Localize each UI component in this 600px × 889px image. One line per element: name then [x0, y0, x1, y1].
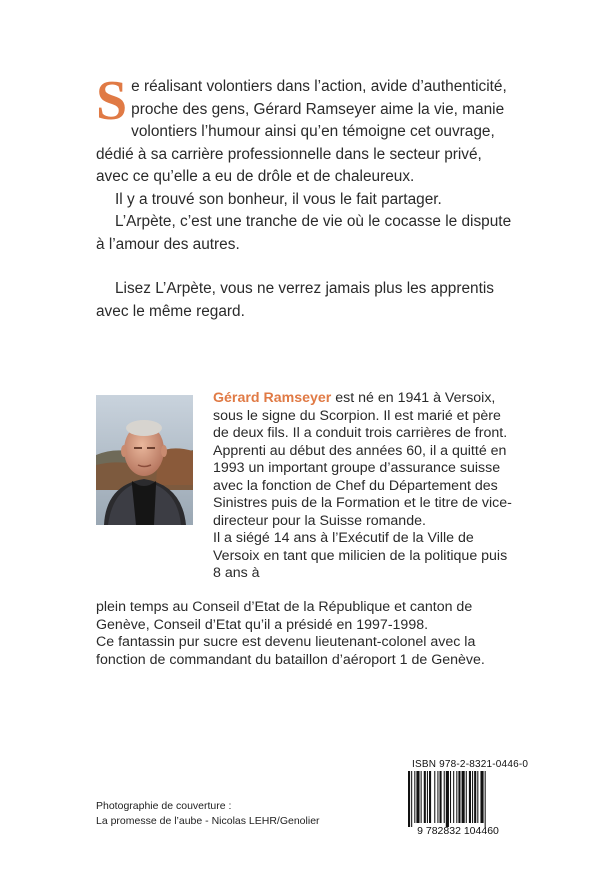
bio-paragraph-4: Ce fantassin pur sucre est devenu lieutenant-colonel avec la fonction de commandant du bataillon d’aéroport 1 de Genève. — [96, 634, 485, 668]
barcode-bar — [458, 771, 460, 823]
barcode-bar — [411, 771, 412, 827]
photo-credits — [96, 799, 320, 829]
author-name: Gérard Ramseyer — [213, 390, 332, 406]
credits-line-2: La promesse de l’aube - Nicolas LEHR/Genolier — [96, 815, 320, 827]
barcode-bar — [416, 771, 419, 823]
barcode-bar — [408, 771, 410, 827]
back-cover-blurb — [96, 70, 512, 323]
bio-paragraph-3-start: Il a siégé 14 ans à l’Exécutif de la Ville de Versoix en tant que milicien de la politique puis 8 ans à — [213, 530, 508, 581]
credits-line-1: Photographie de couverture : — [96, 800, 232, 812]
barcode-bar — [434, 771, 435, 823]
drop-cap: S — [96, 70, 128, 132]
barcode-bar — [469, 771, 471, 823]
barcode-bar — [480, 771, 483, 823]
barcode-bar — [421, 771, 422, 823]
barcode-bar — [446, 771, 449, 827]
bio-paragraph-1-text: est né en 1941 à Versoix, sous le signe du Scorpion. Il est marié et père de deux fils. Il a conduit trois carrières de front. — [213, 390, 508, 441]
barcode-digits: 9 782832 104460 — [417, 825, 499, 837]
isbn-barcode — [400, 771, 516, 837]
bio-paragraph-3-continued: plein temps au Conseil d’Etat de la République et canton de Genève, Conseil d’Etat qu’il a présidé en 1997-1998. — [96, 599, 473, 633]
bio-paragraph-1 — [213, 390, 515, 443]
barcode-bar — [485, 771, 486, 827]
author-bio-continued — [96, 599, 516, 669]
blurb-paragraph-2: Il y a trouvé son bonheur, il vous le fait partager. — [115, 190, 442, 208]
author-photo — [96, 395, 193, 525]
barcode-bar — [466, 771, 467, 823]
barcode-bar — [456, 771, 457, 823]
barcode-bar — [472, 771, 473, 823]
barcode-bar — [437, 771, 438, 823]
blurb-paragraph-3: L’Arpète, c’est une tranche de vie où le cocasse le dispute à l’amour des autres. — [96, 213, 512, 253]
barcode-bar — [450, 771, 451, 823]
barcode-bar — [462, 771, 465, 823]
author-bio — [213, 390, 515, 583]
blurb-paragraph-1-text: e réalisant volontiers dans l’action, avide d’authenticité, proche des gens, Gérard Ramseyer aime la vie, manie volontiers l’humour ainsi qu’en témoigne cet ouvrage, dédié à sa carrière professionnelle dans le secteur privé, avec ce qu’elle a eu de drôle et de chaleureux. — [96, 78, 507, 185]
bio-paragraph-2: Apprenti au début des années 60, il a quitté en 1993 un important groupe d’assurance suisse avec la fonction de Chef du Département des Sinistres puis de la Formation et le titre de vice-directeur pour la Suisse romande. — [213, 442, 512, 529]
barcode-bar — [453, 771, 454, 823]
barcode-bar — [414, 771, 415, 823]
barcode-bar — [440, 771, 442, 823]
barcode-bar — [429, 771, 431, 823]
barcode-bar — [444, 771, 445, 823]
blurb-paragraph-4: Lisez L’Arpète, vous ne verrez jamais plus les apprentis avec le même regard. — [96, 280, 494, 320]
blurb-paragraph-1 — [96, 70, 512, 189]
barcode-bar — [427, 771, 428, 823]
barcode-bar — [424, 771, 426, 823]
barcode-bar — [477, 771, 478, 823]
barcode-bar — [474, 771, 476, 823]
isbn-number: ISBN 978-2-8321-0446-0 — [412, 759, 529, 770]
